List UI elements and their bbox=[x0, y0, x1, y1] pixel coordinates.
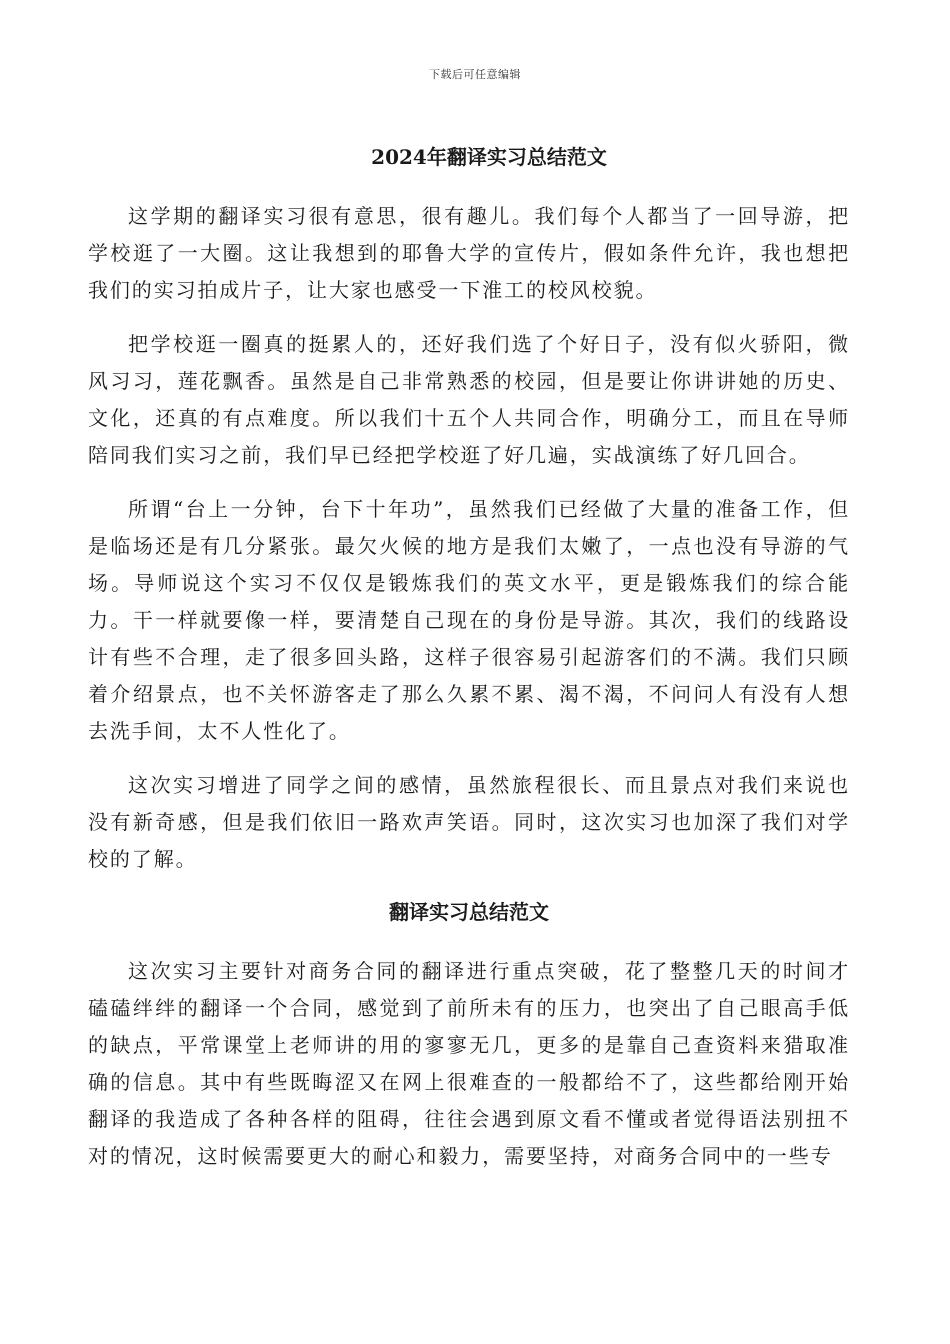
paragraph: 这次实习增进了同学之间的感情，虽然旅程很长、而且景点对我们来说也没有新奇感，但是我们依旧一路欢声笑语。同时，这次实习也加深了我们对学校的了解。 bbox=[88, 773, 850, 871]
document-title: 2024年翻译实习总结范文 bbox=[371, 145, 607, 169]
paragraph: 所谓“台上一分钟，台下十年功”，虽然我们已经做了大量的准备工作，但是临场还是有几分紧张。最欠火候的地方是我们太嫩了，一点也没有导游的气场。导师说这个实习不仅仅是锻炼我们的英文水平，更是锻炼我们的综合能力。干一样就要像一样，要清楚自己现在的身份是导游。其次，我们的线路设计有些不合理，走了很多回头路，这样子很容易引起游客们的不满。我们只顾着介绍景点，也不关怀游客走了那么久累不累、渴不渴，不问问人有没有人想去洗手间，太不人性化了。 bbox=[88, 497, 850, 743]
paragraph: 把学校逛一圈真的挺累人的，还好我们选了个好日子，没有似火骄阳，微风习习，莲花飘香。虽然是自己非常熟悉的校园，但是要让你讲讲她的历史、文化，还真的有点难度。所以我们十五个人共同合作，明确分工，而且在导师陪同我们实习之前，我们早已经把学校逛了好几遍，实战演练了好几回合。 bbox=[88, 332, 850, 467]
paragraph: 这次实习主要针对商务合同的翻译进行重点突破，花了整整几天的时间才磕磕绊绊的翻译一个合同，感觉到了前所未有的压力，也突出了自己眼高手低的缺点，平常课堂上老师讲的用的寥寥无几，更多的是靠自己查资料来猎取准确的信息。其中有些既晦涩又在网上很难查的一般都给不了，这些都给刚开始翻译的我造成了各种各样的阻碍，往往会遇到原文看不懂或者觉得语法别扭不对的情况，这时候需要更大的耐心和毅力，需要坚持，对商务合同中的一些专 bbox=[88, 959, 850, 1168]
document-body bbox=[88, 140, 850, 1192]
paragraph: 这学期的翻译实习很有意思，很有趣儿。我们每个人都当了一回导游，把学校逛了一大圈。这让我想到的耶鲁大学的宣传片，假如条件允许，我也想把我们的实习拍成片子，让大家也感受一下淮工的校风校貌。 bbox=[88, 204, 850, 302]
page-header-note: 下载后可任意编辑 bbox=[429, 68, 521, 81]
section-title: 翻译实习总结范文 bbox=[389, 900, 549, 924]
